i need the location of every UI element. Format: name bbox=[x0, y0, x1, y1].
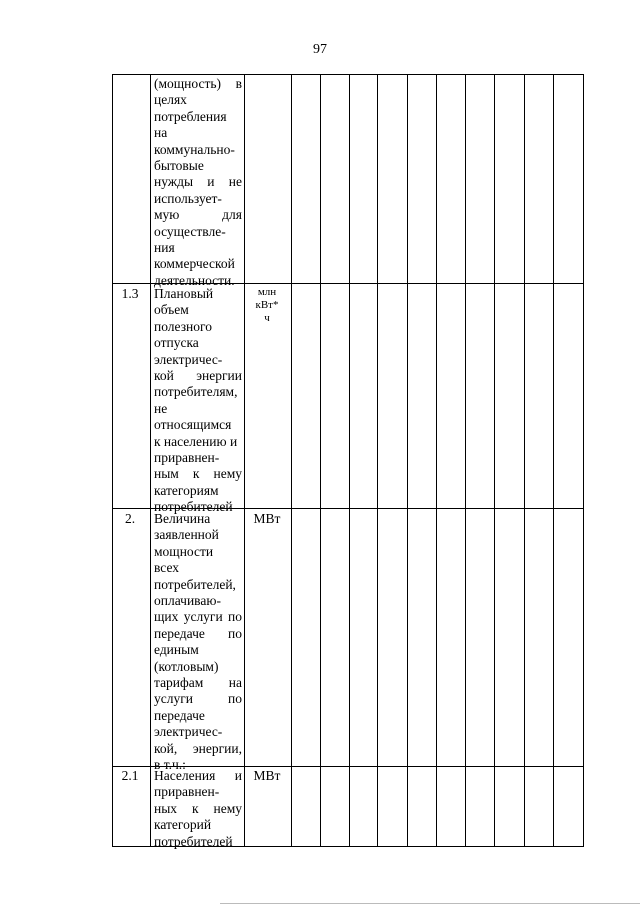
row-unit: млн кВт* ч bbox=[255, 286, 279, 324]
page-edge-line bbox=[220, 903, 640, 904]
row-number: 2. bbox=[124, 511, 136, 526]
row-name: Плановый объем полезного отпуска электричес- кой энергии потребителям, не относящимся к населению и приравнен- ным к нему категориям потребителей bbox=[154, 286, 242, 515]
row-name: Величина заявленной мощности всех потребителей, оплачиваю- щих услуги по передаче по единым (котловым) тарифам на услуги по передаче электричес- кой, энергии, в т.ч.: bbox=[154, 511, 242, 773]
row-number: 1.3 bbox=[121, 286, 139, 301]
page-number: 97 bbox=[313, 42, 327, 57]
row-name: Населения и приравнен- ных к нему категорий потребителей bbox=[154, 768, 242, 849]
row-number: 2.1 bbox=[121, 768, 139, 783]
row-name: (мощность) в целях потребления на коммунально- бытовые нужды и не использует- мую для осуществле- ния коммерческой деятельности. bbox=[154, 76, 242, 288]
row-unit: МВт bbox=[253, 768, 281, 783]
row-unit: МВт bbox=[253, 511, 281, 526]
